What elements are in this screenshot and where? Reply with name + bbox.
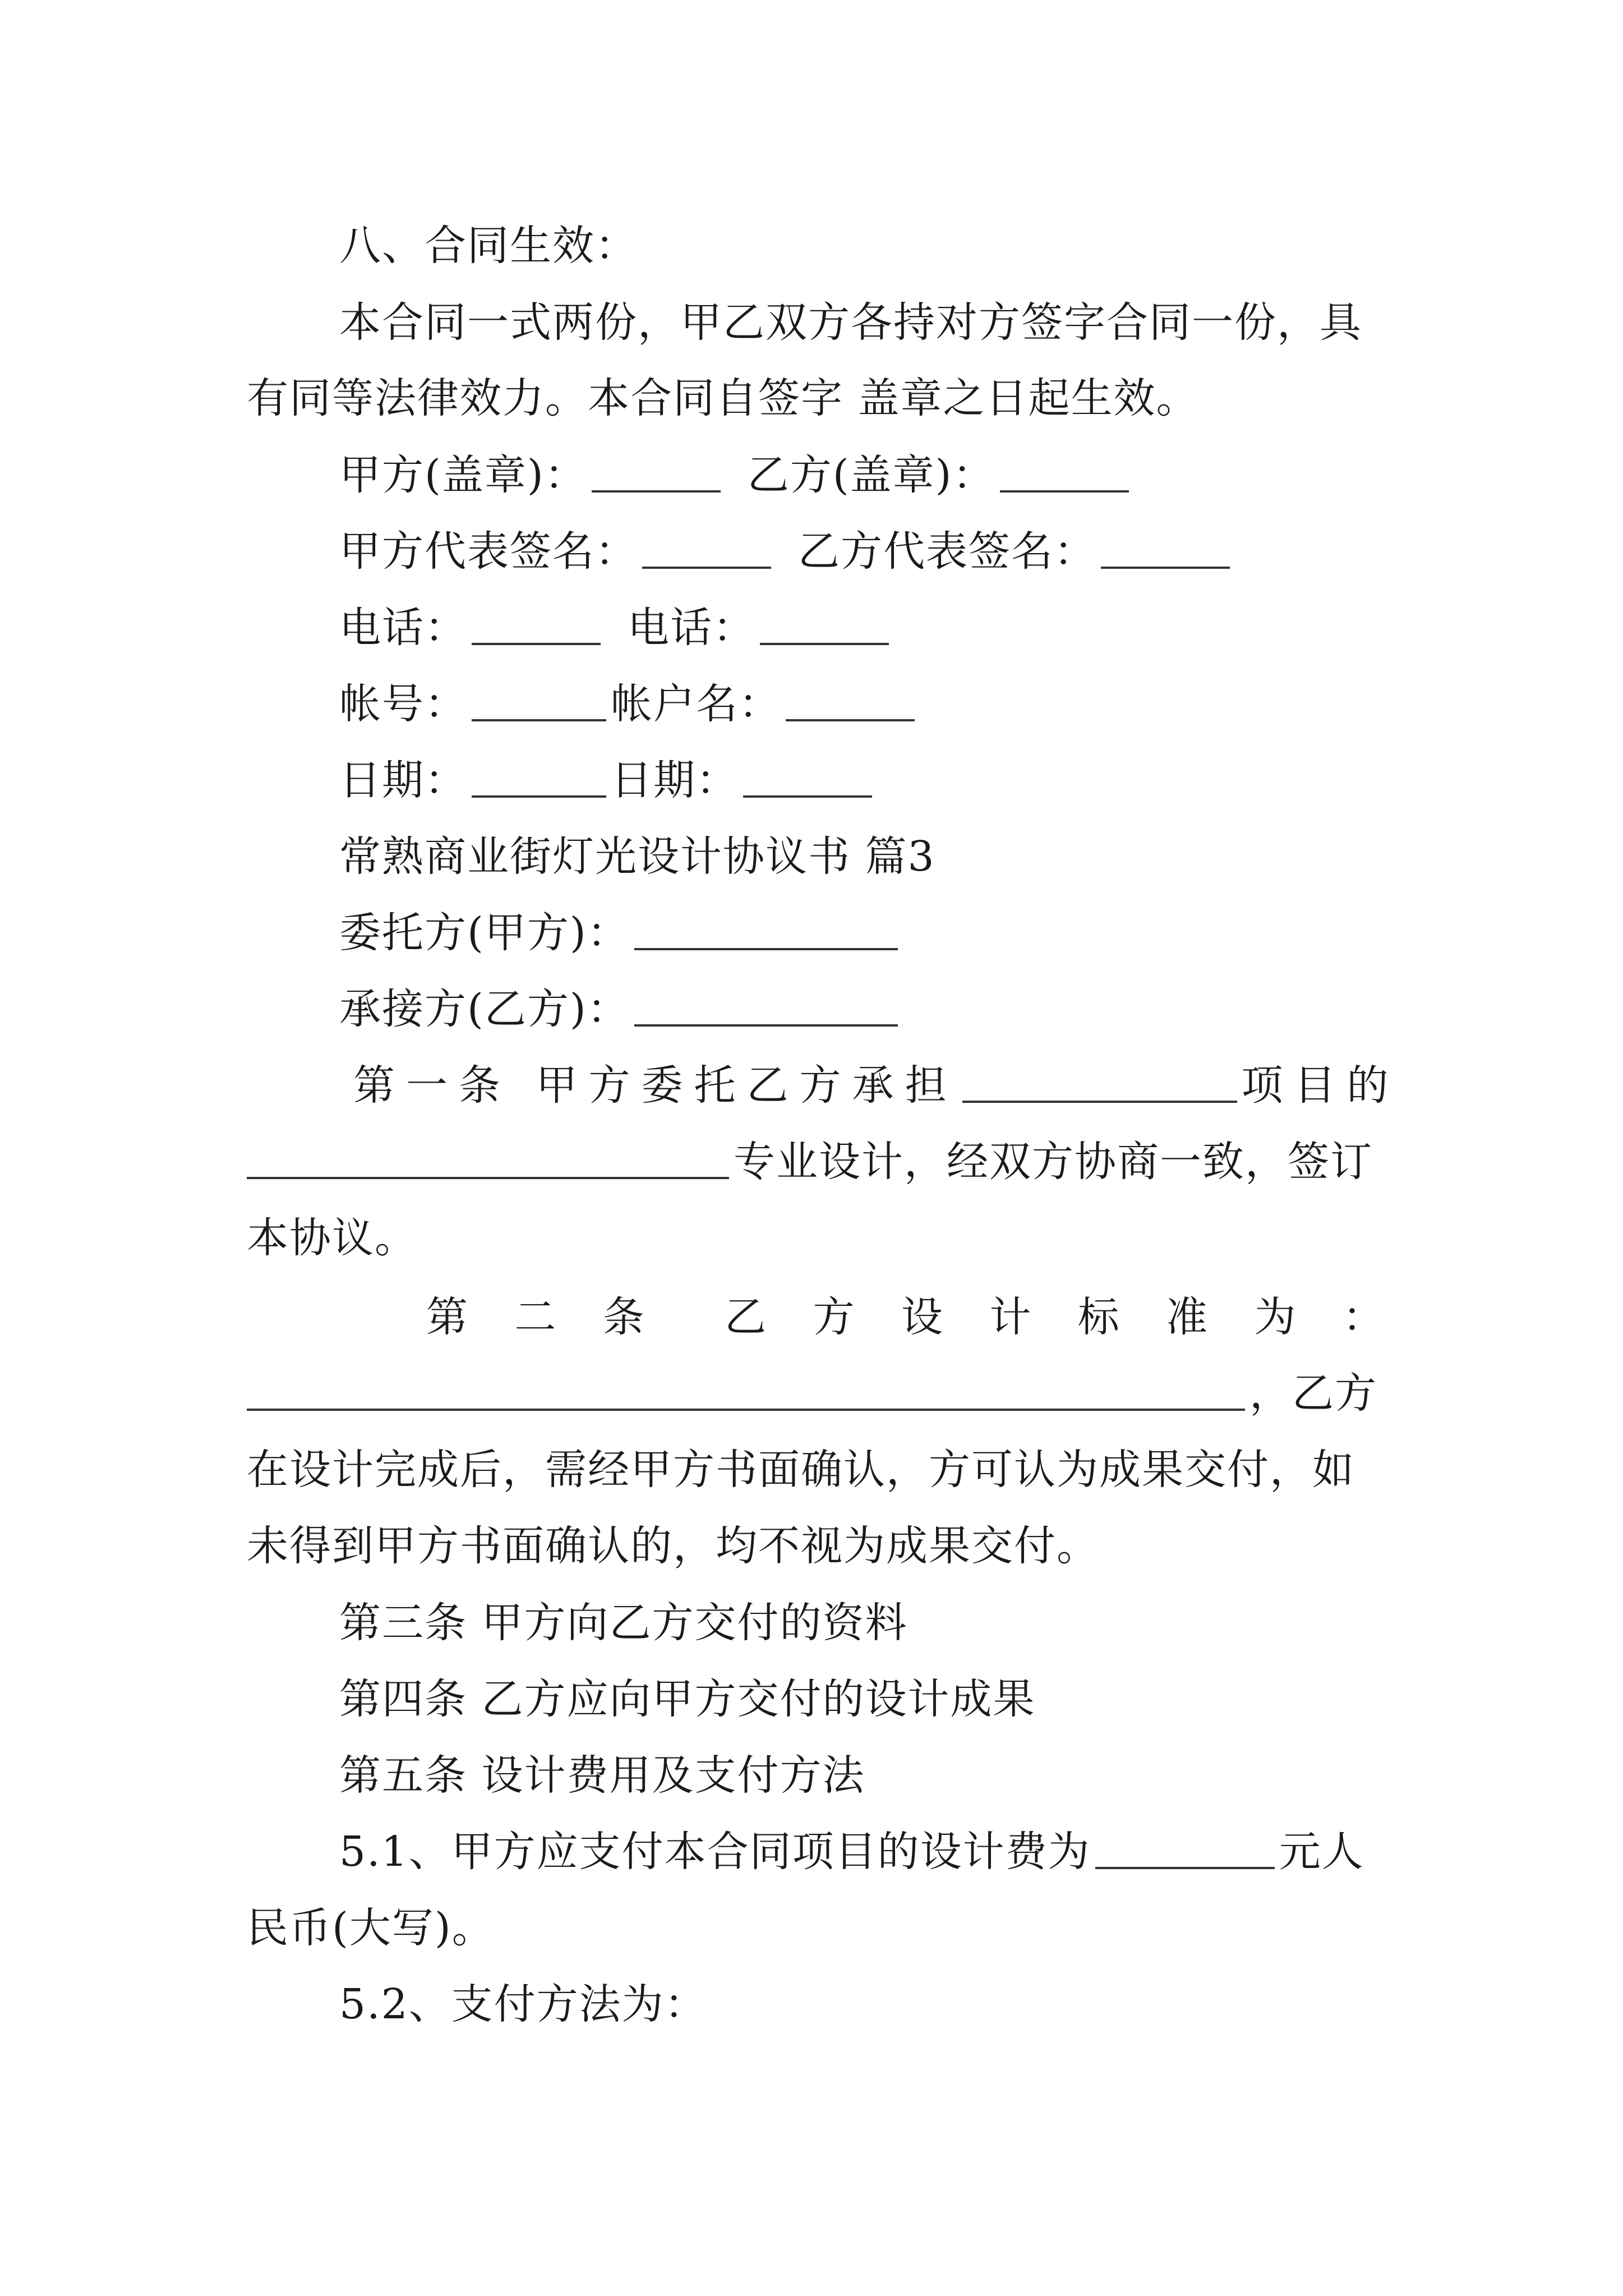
article-5-1-text-c: 民币(大写)。 (247, 1904, 495, 1952)
article-1-project-blank (962, 1068, 1237, 1103)
article-2-char: 二 (514, 1293, 557, 1341)
article-1-specialty-blank (247, 1144, 729, 1179)
article-4-line (339, 1665, 1036, 1733)
article-5-2-text: 5.2、支付方法为： (339, 1980, 707, 2028)
article-5-1-fee-blank (1095, 1834, 1275, 1869)
article-2-line2 (247, 1360, 1377, 1427)
party-b-rep-blank (1101, 534, 1230, 569)
article-2-line3 (247, 1436, 1355, 1503)
paragraph-line (339, 289, 1362, 356)
article-2-tail: ，乙方 (1249, 1369, 1377, 1418)
agreement-3-title: 常熟商业街灯光设计协议书 篇3 (339, 832, 935, 881)
account-no-label: 帐号： (339, 680, 467, 728)
article-2-char: 乙 (725, 1293, 768, 1341)
article-2-standard-blank (247, 1376, 1245, 1411)
signature-row-phone (339, 594, 893, 661)
signature-row-seal (339, 441, 1133, 509)
party-b-seal-label: 乙方(盖章)： (747, 451, 995, 499)
date-a-blank (472, 763, 606, 798)
signature-row-date (339, 747, 877, 814)
article-2-char: ： (1342, 1293, 1385, 1341)
article-5-text: 第五条 设计费用及支付方法 (339, 1751, 865, 1800)
section-8-para-line1: 本合同一式两份，甲乙双方各持对方签字合同一份，具 (339, 298, 1362, 347)
phone-a-blank (472, 610, 601, 645)
article-4-text: 第四条 乙方应向甲方交付的设计成果 (339, 1675, 1036, 1723)
agreement-title-row (339, 823, 935, 890)
party-a-seal-blank (592, 458, 721, 493)
party-a-seal-label: 甲方(盖章)： (339, 451, 587, 499)
paragraph-line (247, 365, 1199, 432)
article-2-text-line4: 未得到甲方书面确认的，均不视为成果交付。 (247, 1522, 1099, 1570)
account-name-blank (786, 687, 915, 721)
client-blank (634, 915, 898, 950)
article-5-1-text-b: 元人 (1279, 1828, 1364, 1876)
article-2-char: 条 (602, 1293, 645, 1341)
article-2-char: 标 (1077, 1293, 1121, 1341)
article-5-1-line1 (339, 1818, 1364, 1885)
article-5-line (339, 1742, 865, 1809)
article-1-text-c: 专业设计，经双方协商一致，签订 (734, 1138, 1373, 1186)
article-5-1-line2 (247, 1894, 495, 1962)
article-1-line3 (247, 1204, 417, 1272)
phone-a-label: 电话： (339, 604, 467, 652)
party-a-rep-label: 甲方代表签名： (339, 527, 638, 576)
contractor-label: 承接方(乙方)： (339, 985, 630, 1033)
article-5-2-line (339, 1971, 707, 2038)
phone-b-label: 电话： (628, 604, 755, 652)
date-b-label: 日期： (611, 756, 739, 804)
contractor-blank (634, 992, 898, 1027)
account-name-label: 帐户名： (611, 680, 781, 728)
article-2-line4 (247, 1512, 1099, 1580)
article-1-line1 (353, 1052, 1400, 1119)
section-heading (339, 212, 638, 279)
article-3-text: 第三条 甲方向乙方交付的资料 (339, 1599, 908, 1647)
article-2-char: 计 (989, 1293, 1032, 1341)
article-2-char: 为 (1254, 1293, 1297, 1341)
signature-row-account (339, 670, 919, 738)
party-b-seal-blank (1000, 458, 1129, 493)
article-2-char: 准 (1166, 1293, 1209, 1341)
party-a-rep-blank (642, 534, 771, 569)
article-2-text-line3: 在设计完成后，需经甲方书面确认，方可认为成果交付，如 (247, 1446, 1355, 1494)
phone-b-blank (760, 610, 889, 645)
account-no-blank (472, 687, 606, 721)
client-row (339, 899, 902, 967)
article-2-char: 方 (813, 1293, 856, 1341)
article-3-line (339, 1589, 908, 1657)
contractor-row (339, 976, 902, 1043)
article-2-char: 第 (426, 1293, 469, 1341)
date-b-blank (743, 763, 872, 798)
article-5-1-text-a: 5.1、甲方应支付本合同项目的设计费为 (339, 1828, 1091, 1876)
article-1-text-b: 项目的 (1241, 1061, 1400, 1110)
signature-row-rep (339, 518, 1234, 585)
article-1-text-a: 第一条 甲方委托乙方承担 (353, 1061, 958, 1110)
article-1-text-d: 本协议。 (247, 1214, 417, 1262)
article-1-line2 (247, 1128, 1373, 1195)
client-label: 委托方(甲方)： (339, 909, 630, 957)
article-2-line1 (426, 1283, 1385, 1351)
article-2-char: 设 (901, 1293, 944, 1341)
date-a-label: 日期： (339, 756, 467, 804)
section-8-heading: 八、合同生效： (339, 222, 638, 270)
party-b-rep-label: 乙方代表签名： (798, 527, 1096, 576)
section-8-para-line2: 有同等法律效力。本合同自签字 盖章之日起生效。 (247, 374, 1199, 422)
